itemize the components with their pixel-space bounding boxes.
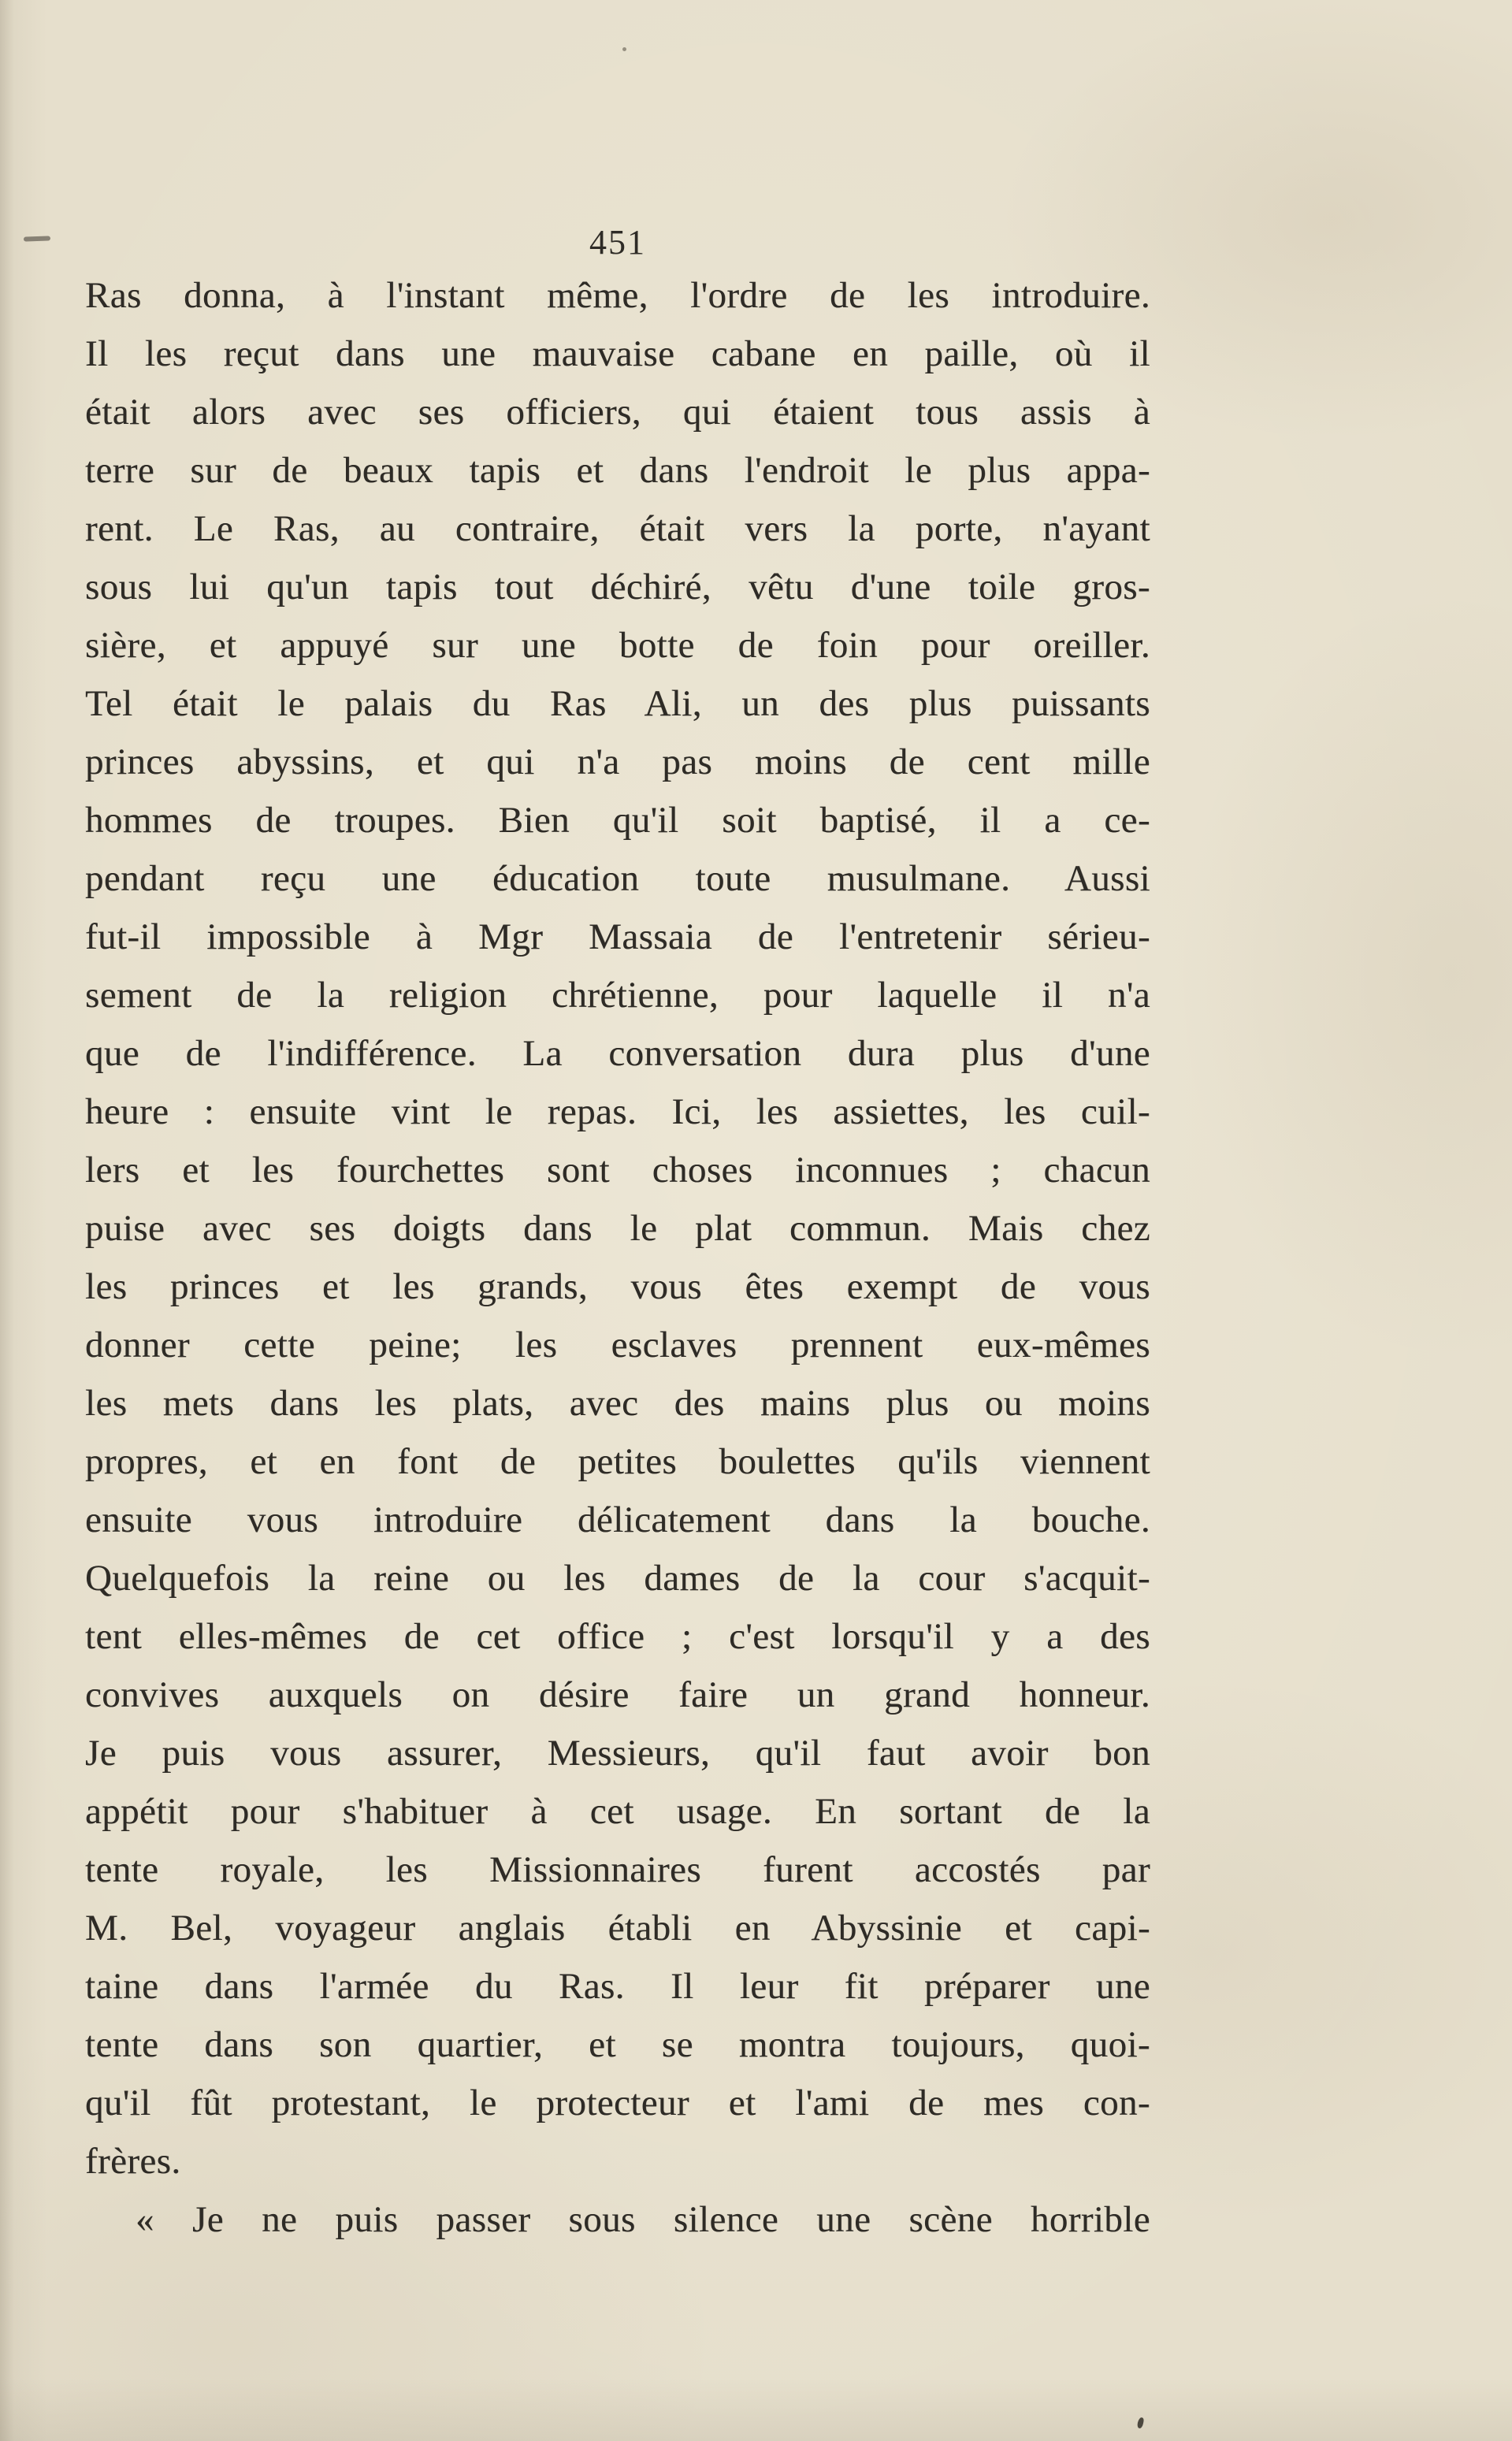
text-line: était alors avec ses officiers, qui étaient tous assis à bbox=[85, 392, 1150, 433]
text-line: Ras donna, à l'instant même, l'ordre de les introduire. bbox=[85, 275, 1150, 316]
text-line: les mets dans les plats, avec des mains plus ou moins bbox=[85, 1383, 1150, 1424]
text-line: fut-il impossible à Mgr Massaia de l'entretenir sérieu- bbox=[85, 916, 1150, 957]
text-line: appétit pour s'habituer à cet usage. En sortant de la bbox=[85, 1791, 1150, 1832]
text-line: taine dans l'armée du Ras. Il leur fit préparer une bbox=[85, 1966, 1150, 2007]
text-line: tent elles-mêmes de cet office ; c'est lorsqu'il y a des bbox=[85, 1616, 1150, 1657]
text-line: princes abyssins, et qui n'a pas moins de cent mille bbox=[85, 741, 1150, 782]
text-line: frères. bbox=[85, 2141, 181, 2182]
body-text bbox=[85, 266, 1150, 2249]
text-line: « Je ne puis passer sous silence une scène horrible bbox=[136, 2199, 1150, 2240]
text-line: sement de la religion chrétienne, pour laquelle il n'a bbox=[85, 975, 1150, 1016]
ink-speck bbox=[1137, 2417, 1145, 2428]
text-line: M. Bel, voyageur anglais établi en Abyssinie et capi- bbox=[85, 1908, 1150, 1949]
text-line: Quelquefois la reine ou les dames de la cour s'acquit- bbox=[85, 1558, 1150, 1599]
page-number: 451 bbox=[589, 223, 646, 262]
text-line: ensuite vous introduire délicatement dans la bouche. bbox=[85, 1499, 1150, 1540]
text-line: Je puis vous assurer, Messieurs, qu'il faut avoir bon bbox=[85, 1733, 1150, 1774]
text-line: convives auxquels on désire faire un grand honneur. bbox=[85, 1674, 1150, 1715]
text-line: terre sur de beaux tapis et dans l'endroit le plus appa- bbox=[85, 450, 1150, 491]
text-line: les princes et les grands, vous êtes exempt de vous bbox=[85, 1266, 1150, 1307]
text-line: sous lui qu'un tapis tout déchiré, vêtu d'une toile gros- bbox=[85, 567, 1150, 607]
text-line: donner cette peine; les esclaves prennent eux-mêmes bbox=[85, 1325, 1150, 1365]
text-line: tente dans son quartier, et se montra toujours, quoi- bbox=[85, 2024, 1150, 2065]
text-line: propres, et en font de petites boulettes qu'ils viennent bbox=[85, 1441, 1150, 1482]
text-line: Tel était le palais du Ras Ali, un des plus puissants bbox=[85, 683, 1150, 724]
text-line: sière, et appuyé sur une botte de foin pour oreiller. bbox=[85, 625, 1150, 666]
margin-mark bbox=[24, 236, 50, 241]
text-line: heure : ensuite vint le repas. Ici, les assiettes, les cuil- bbox=[85, 1091, 1150, 1132]
text-line: hommes de troupes. Bien qu'il soit baptisé, il a ce- bbox=[85, 800, 1150, 841]
text-line: que de l'indifférence. La conversation dura plus d'une bbox=[85, 1033, 1150, 1074]
text-line: pendant reçu une éducation toute musulmane. Aussi bbox=[85, 858, 1150, 899]
text-line: puise avec ses doigts dans le plat commun. Mais chez bbox=[85, 1208, 1150, 1249]
text-line: tente royale, les Missionnaires furent accostés par bbox=[85, 1849, 1150, 1890]
text-line: lers et les fourchettes sont choses inconnues ; chacun bbox=[85, 1150, 1150, 1191]
text-line: qu'il fût protestant, le protecteur et l'ami de mes con- bbox=[85, 2082, 1150, 2123]
text-line: rent. Le Ras, au contraire, était vers la porte, n'ayant bbox=[85, 508, 1150, 549]
text-line: Il les reçut dans une mauvaise cabane en paille, où il bbox=[85, 333, 1150, 374]
ink-speck bbox=[622, 47, 626, 51]
